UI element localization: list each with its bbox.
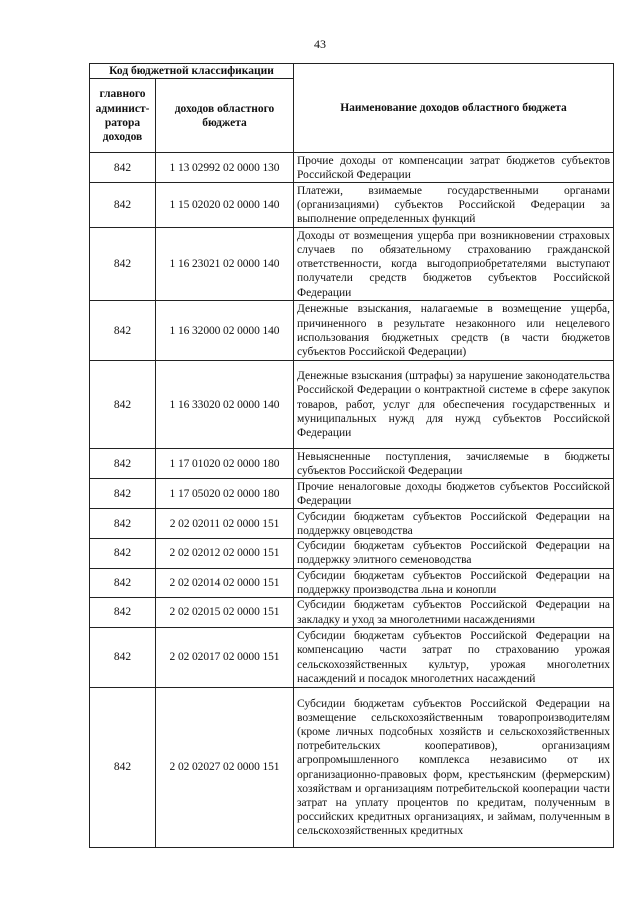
admin-code-cell: 842 — [90, 228, 156, 301]
budget-code-cell: 2 02 02014 02 0000 151 — [156, 568, 294, 597]
income-name-cell: Субсидии бюджетам субъектов Российской Федерации на закладку и уход за многолетними насаждениями — [294, 598, 614, 628]
header-admin-column: главного админист-ратора доходов — [90, 79, 156, 153]
income-name-cell: Субсидии бюджетам субъектов Российской Федерации на компенсацию части затрат по страхованию урожая сельскохозяйственных культур, урожая многолетних насаждений и посадок многолетних насаждений — [294, 628, 614, 688]
admin-code-cell: 842 — [90, 301, 156, 361]
budget-code-cell: 1 16 23021 02 0000 140 — [156, 228, 294, 301]
admin-code-cell: 842 — [90, 539, 156, 568]
income-name-cell: Субсидии бюджетам субъектов Российской Федерации на поддержку производства льна и конопли — [294, 568, 614, 597]
budget-code-cell: 1 13 02992 02 0000 130 — [156, 153, 294, 183]
income-name-cell: Субсидии бюджетам субъектов Российской Федерации на поддержку элитного семеноводства — [294, 539, 614, 568]
table-row — [90, 688, 614, 848]
table-row — [90, 361, 614, 449]
table-row — [90, 479, 614, 509]
budget-code-cell: 1 16 32000 02 0000 140 — [156, 301, 294, 361]
income-name-cell: Доходы от возмещения ущерба при возникновении страховых случаев по обязательному страхованию гражданской ответственности, когда выгодоприобретателями выступают получатели средств бюджетов субъектов Российской Федерации — [294, 228, 614, 301]
table-row — [90, 539, 614, 568]
income-name-cell: Платежи, взимаемые государственными органами (организациями) субъектов Российской Федерации за выполнение определенных функций — [294, 183, 614, 228]
admin-code-cell: 842 — [90, 479, 156, 509]
budget-code-cell: 2 02 02011 02 0000 151 — [156, 509, 294, 539]
income-name-cell: Субсидии бюджетам субъектов Российской Федерации на возмещение сельскохозяйственным товаропроизводителям (кроме личных подсобных хозяйств и сельскохозяйственных потребительских кооперативов), организациям агропромышленного комплекса независимо от их организационно-правовых форм, крестьянским (фермерским) хозяйствам и организациям потребительской кооперации части затрат на уплату процентов по кредитам, полученным в российских кредитных организациях, и займам, полученным в сельскохозяйственных кредитных — [294, 688, 614, 848]
table-row — [90, 449, 614, 479]
budget-code-cell: 2 02 02017 02 0000 151 — [156, 628, 294, 688]
table-row — [90, 509, 614, 539]
admin-code-cell: 842 — [90, 183, 156, 228]
budget-code-cell: 2 02 02027 02 0000 151 — [156, 688, 294, 848]
budget-code-cell: 1 17 05020 02 0000 180 — [156, 479, 294, 509]
header-code-column: доходов областного бюджета — [156, 79, 294, 153]
table-row — [90, 301, 614, 361]
budget-code-cell: 2 02 02012 02 0000 151 — [156, 539, 294, 568]
admin-code-cell: 842 — [90, 449, 156, 479]
income-name-cell: Прочие неналоговые доходы бюджетов субъектов Российской Федерации — [294, 479, 614, 509]
income-name-cell: Прочие доходы от компенсации затрат бюджетов субъектов Российской Федерации — [294, 153, 614, 183]
income-name-cell: Денежные взыскания, налагаемые в возмещение ущерба, причиненного в результате незаконного или нецелевого использования бюджетных средств (в части бюджетов субъектов Российской Федерации) — [294, 301, 614, 361]
budget-code-cell: 1 17 01020 02 0000 180 — [156, 449, 294, 479]
admin-code-cell: 842 — [90, 598, 156, 628]
income-name-cell: Невыясненные поступления, зачисляемые в бюджеты субъектов Российской Федерации — [294, 449, 614, 479]
admin-code-cell: 842 — [90, 628, 156, 688]
table-row — [90, 568, 614, 597]
budget-code-cell: 1 15 02020 02 0000 140 — [156, 183, 294, 228]
admin-code-cell: 842 — [90, 361, 156, 449]
table-row — [90, 153, 614, 183]
table-row — [90, 183, 614, 228]
income-name-cell: Денежные взыскания (штрафы) за нарушение законодательства Российской Федерации о контрактной системе в сфере закупок товаров, работ, услуг для обеспечения государственных и муниципальных нужд для нужд субъектов Российской Федерации — [294, 361, 614, 449]
page-number: 43 — [314, 37, 326, 51]
table-row — [90, 628, 614, 688]
budget-code-cell: 2 02 02015 02 0000 151 — [156, 598, 294, 628]
table-row — [90, 228, 614, 301]
table-row — [90, 598, 614, 628]
admin-code-cell: 842 — [90, 688, 156, 848]
admin-code-cell: 842 — [90, 509, 156, 539]
header-group-title: Код бюджетной классификации — [90, 64, 294, 79]
budget-classification-table — [89, 63, 614, 848]
admin-code-cell: 842 — [90, 568, 156, 597]
budget-code-cell: 1 16 33020 02 0000 140 — [156, 361, 294, 449]
income-name-cell: Субсидии бюджетам субъектов Российской Федерации на поддержку овцеводства — [294, 509, 614, 539]
header-name-column: Наименование доходов областного бюджета — [294, 64, 614, 153]
admin-code-cell: 842 — [90, 153, 156, 183]
